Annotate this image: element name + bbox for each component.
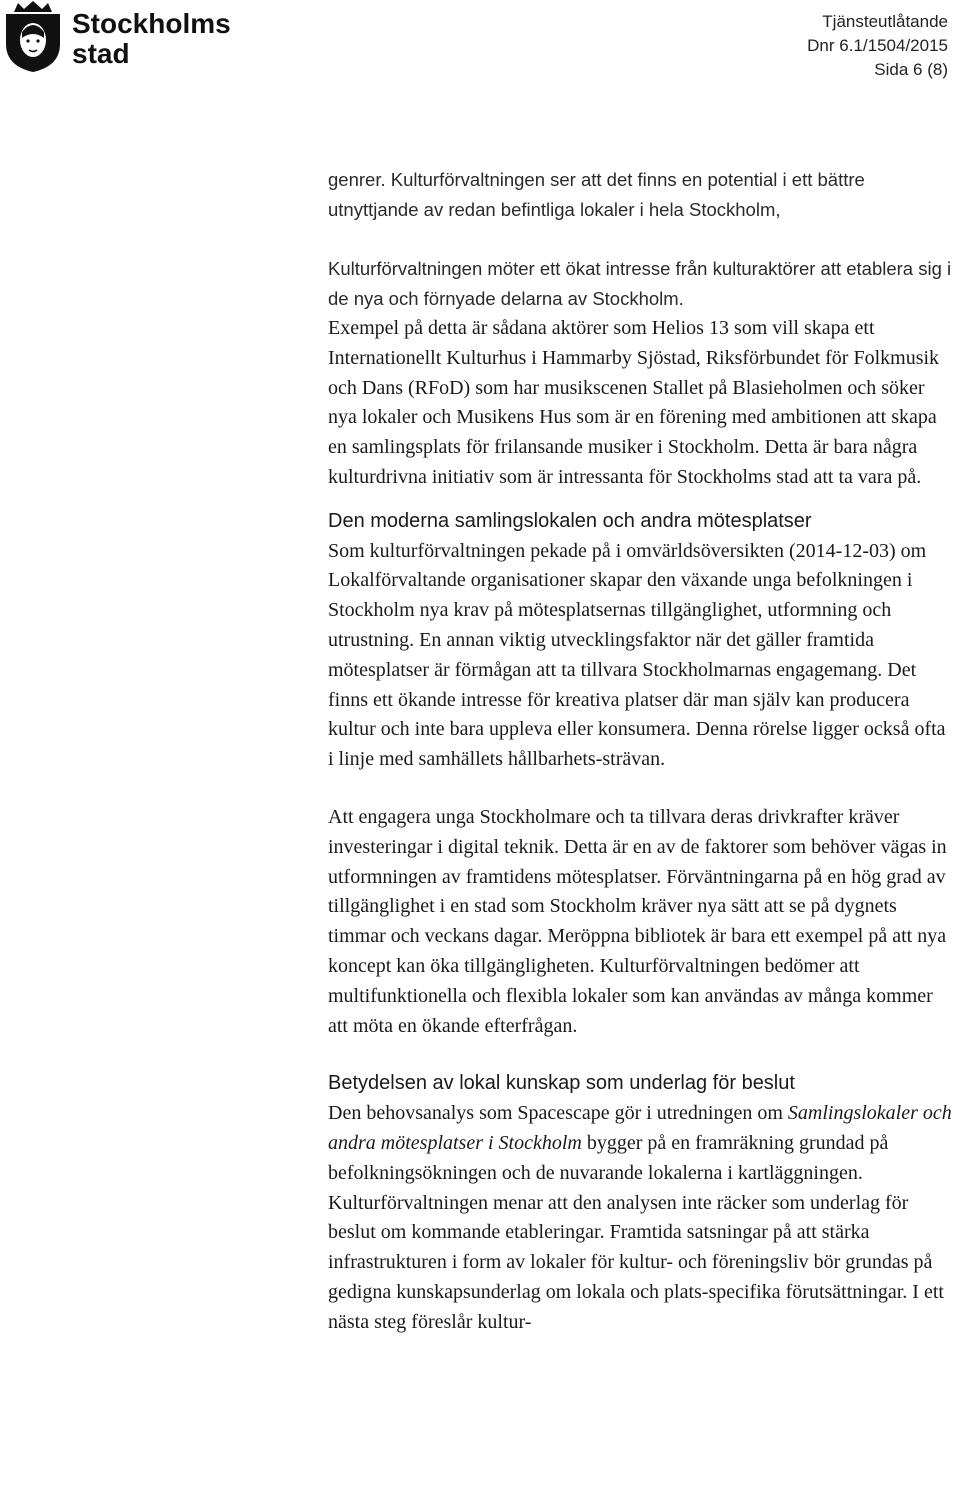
page-number: Sida 6 (8) xyxy=(874,60,948,79)
city-crest-icon xyxy=(0,0,240,74)
paragraph-3: Exempel på detta är sådana aktörer som Helios 13 som vill skapa ett Internationellt Kulturhus i Hammarby Sjöstad, Riksförbundet för Folkmusik och Dans (RFoD) som har musikscenen Stallet på Blasieholmen och söker nya lokaler och Musikens Hus som är en förening med ambitionen att skapa en samlingsplats för frilansande musiker i Stockholm. Detta är bara några kulturdrivna initiativ som är intressanta för Stockholms stad att ta vara på. xyxy=(328,316,940,488)
svg-text:Stockholms: Stockholms xyxy=(72,8,231,39)
paragraph-6 xyxy=(328,1099,952,1337)
paragraph-6-start: Den behovsanalys som Spacescape gör i utredningen om xyxy=(328,1102,788,1125)
paragraph-2: Kulturförvaltningen möter ett ökat intresse från kulturaktörer att etablera sig i de nya och förnyade delarna av Stockholm. xyxy=(328,258,952,310)
document-meta xyxy=(807,10,948,82)
paragraph-6-end: bygger på en framräkning grundad på befolkningsökningen och de nuvarande lokalerna i kartläggningen. Kulturförvaltningen menar att den analysen inte räcker som underlag för beslut om kommande etableringar. Framtida satsningar på att stärka infrastrukturen i form av lokaler för kultur- och föreningsliv bör grundas på gedigna kunskapsunderlag om lokala och plats-specifika förutsättningar. I ett nästa steg föreslår kultur- xyxy=(328,1131,944,1333)
document-type: Tjänsteutlåtande xyxy=(822,12,948,31)
svg-text:stad: stad xyxy=(72,38,130,69)
stockholms-stad-logo xyxy=(0,0,240,74)
document-number: Dnr 6.1/1504/2015 xyxy=(807,36,948,55)
section-heading-2: Betydelsen av lokal kunskap som underlag för beslut xyxy=(328,1072,795,1095)
paragraph-4: Som kulturförvaltningen pekade på i omvärldsöversikten (2014-12-03) om Lokalförvaltande organisationer skapar den växande unga befolkningen i Stockholm nya krav på mötesplatsernas tillgänglighet, utformning och utrustning. En annan viktig utvecklingsfaktor när det gäller framtida mötesplatser är förmågan att ta tillvara Stockholmarnas engagemang. Det finns ett ökande intresse för kreativa platser där man själv kan producera kultur och inte bara uppleva eller konsumera. Denna rörelse ligger också ofta i linje med samhällets hållbarhets-strävan. xyxy=(328,539,946,771)
paragraph-1: genrer. Kulturförvaltningen ser att det finns en potential i ett bättre utnyttjande av redan befintliga lokaler i hela Stockholm, xyxy=(328,169,865,220)
section-heading-1: Den moderna samlingslokalen och andra mötesplatser xyxy=(328,509,812,532)
paragraph-5: Att engagera unga Stockholmare och ta tillvara deras drivkrafter kräver investeringar i digital teknik. Detta är en av de faktorer som behöver vägas in utformningen av framtidens mötesplatser. Förväntningarna på en hög grad av tillgänglighet i en stad som Stockholm kräver nya sätt att se på dygnets timmar och veckans dagar. Meröppna bibliotek är bara ett exempel på att nya koncept kan öka tillgängligheten. Kulturförvaltningen bedömer att multifunktionella och flexibla lokaler som kan användas av många kommer att möta en ökande efterfrågan. xyxy=(328,805,947,1037)
report-title-italic: Samlingslokaler och andra mötesplatser i Stockholm xyxy=(328,1102,952,1154)
document-body xyxy=(328,165,952,1337)
